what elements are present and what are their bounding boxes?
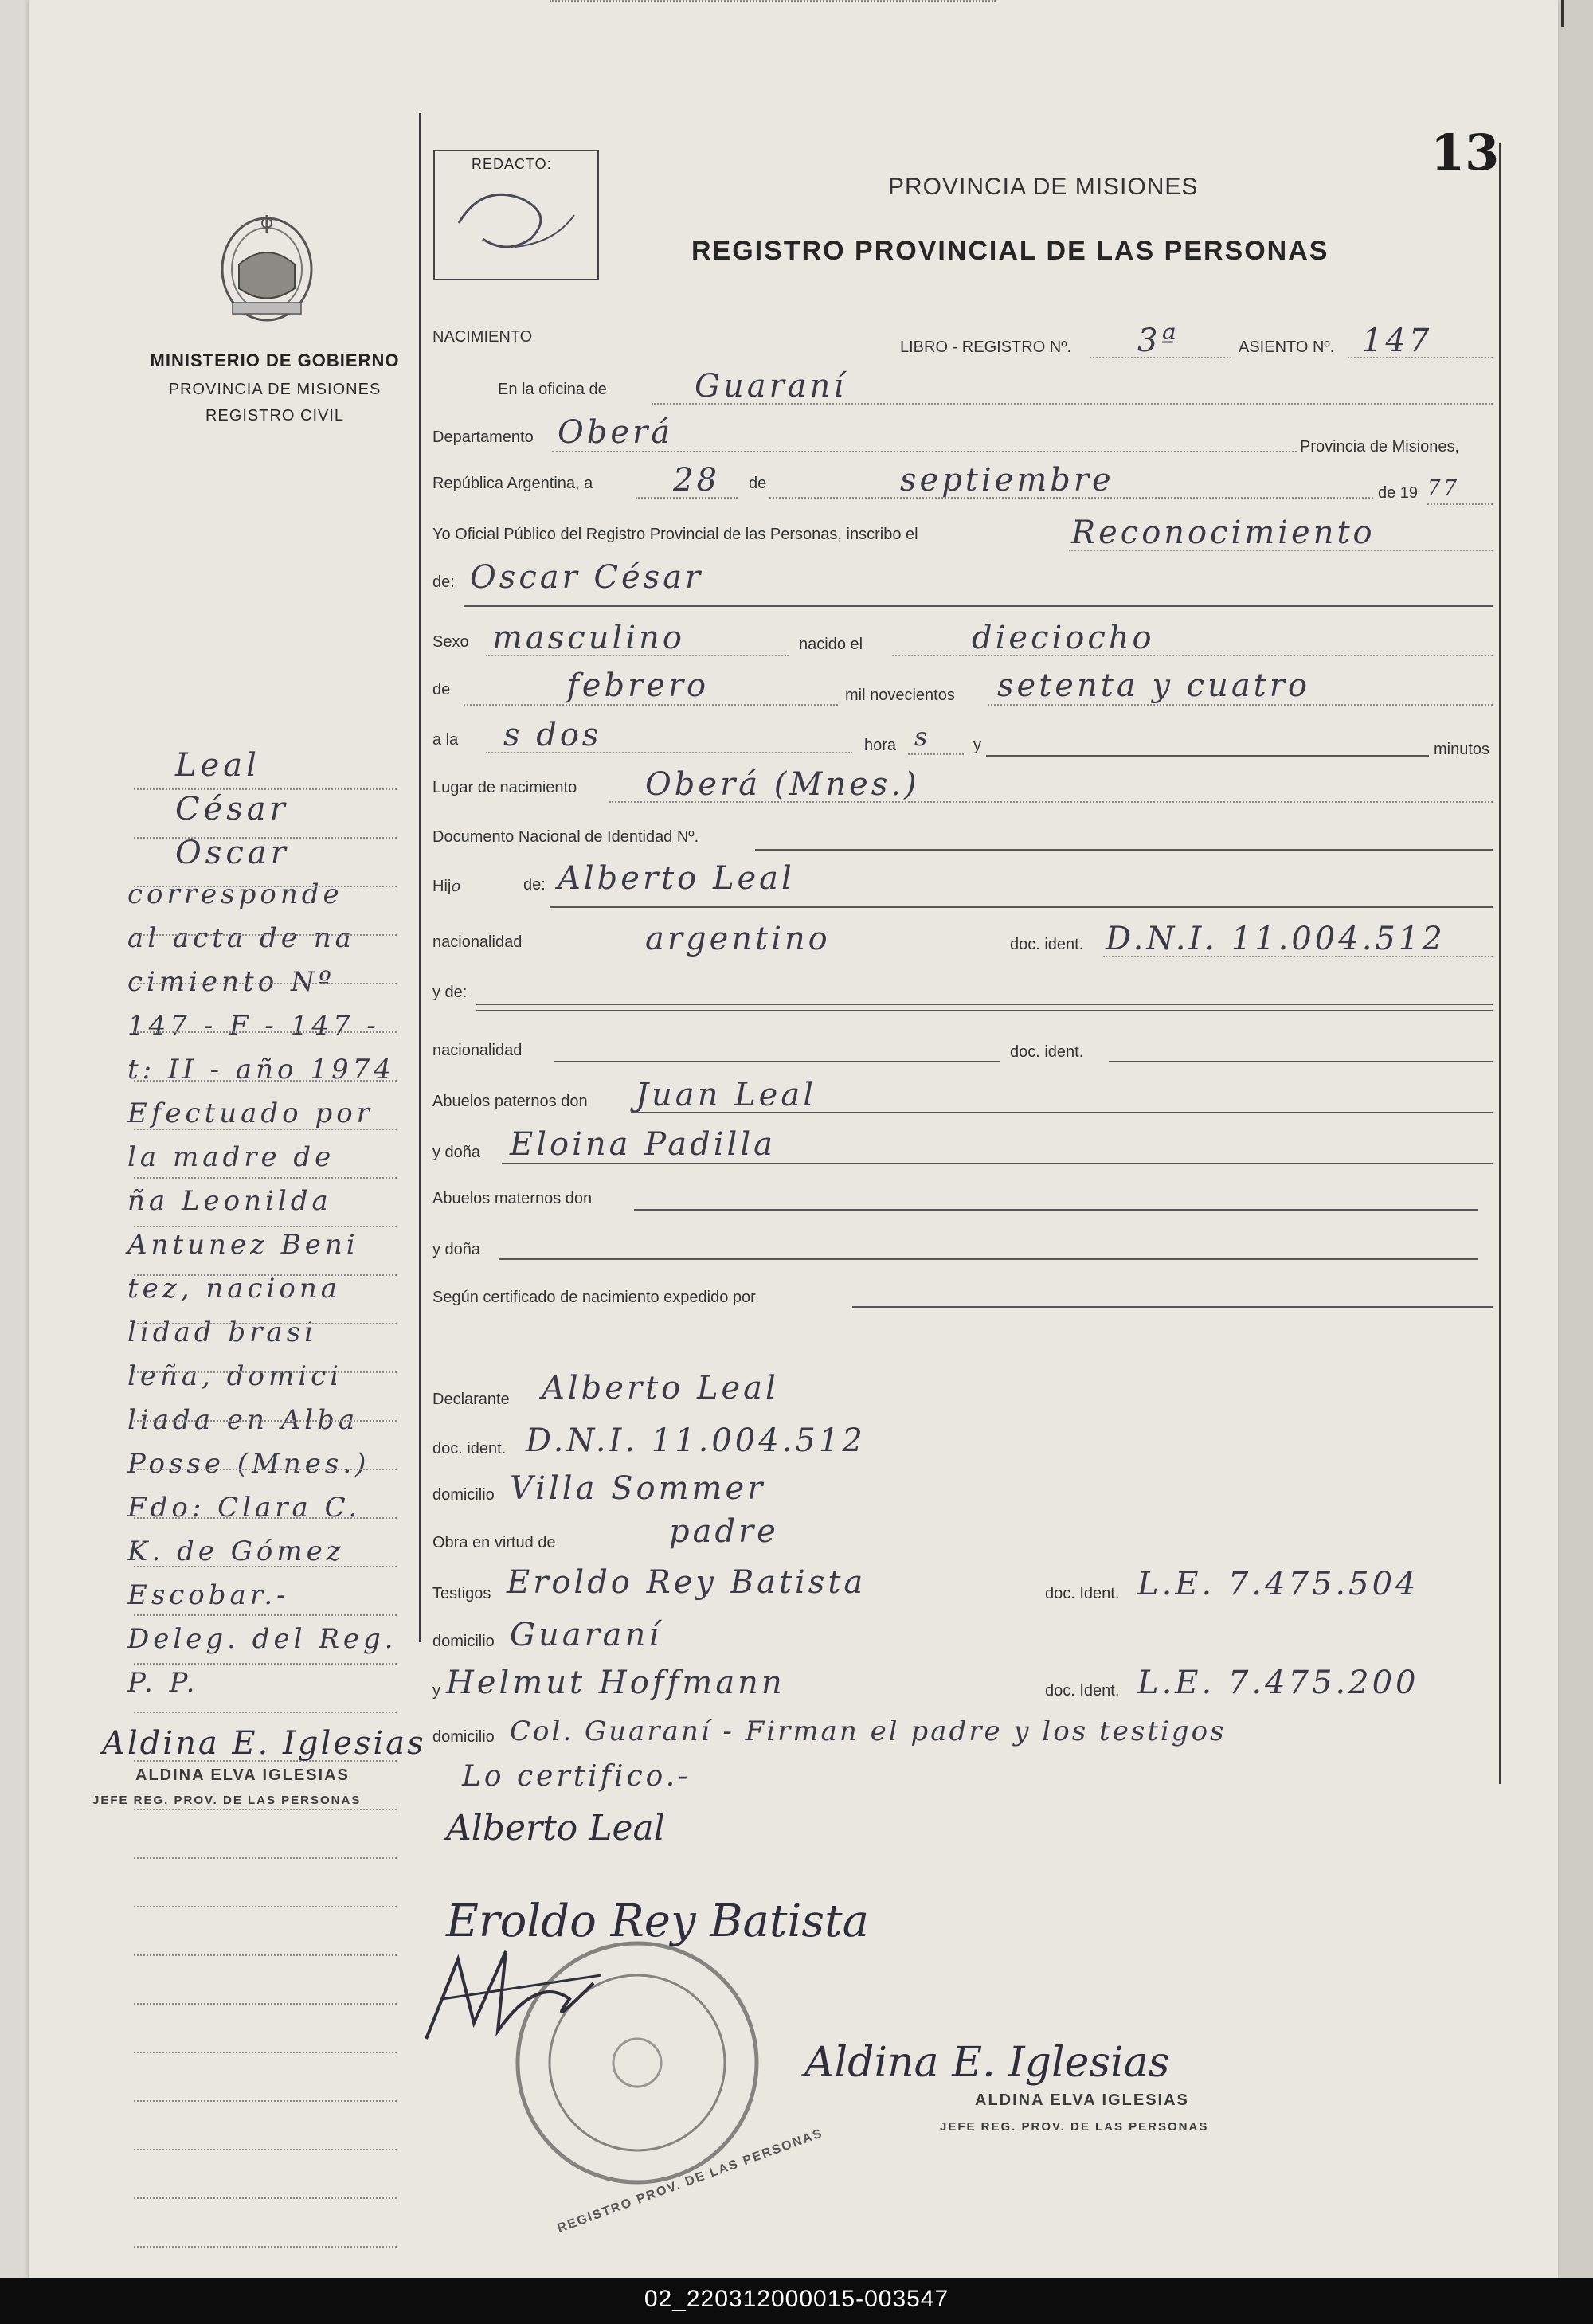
margin-rule (134, 1469, 397, 1470)
abuelo-mat-line (634, 1209, 1478, 1211)
margin-rule (134, 934, 397, 936)
mes-nac-line (464, 704, 838, 706)
margin-note-line: t: II - año 1974 (127, 1054, 395, 1086)
aldina-signature: Aldina E. Iglesias (804, 2039, 1170, 2087)
domicilio3-label: domicilio (432, 1728, 495, 1746)
anio-nac-value: setenta y cuatro (997, 667, 1310, 704)
libro-label: LIBRO - REGISTRO Nº. (900, 338, 1072, 356)
doc-testigo1-value: L.E. 7.475.504 (1137, 1566, 1419, 1602)
margin-rule (134, 1517, 397, 1519)
certifico-value: Lo certifico.- (462, 1760, 691, 1793)
oficina-value: Guaraní (695, 368, 847, 405)
ministry-province: PROVINCIA DE MISIONES (168, 381, 382, 398)
departamento-value: Oberá (558, 414, 674, 451)
libro-value: 3ª (1137, 323, 1180, 359)
de-label: de (749, 475, 767, 492)
asiento-label: ASIENTO Nº. (1239, 338, 1335, 356)
margin-rule (134, 1906, 397, 1907)
coat-of-arms-icon (215, 209, 319, 328)
margin-rule (134, 1129, 397, 1130)
doc-ident3-label: doc. ident. (432, 1440, 507, 1457)
stamp2-title: JEFE REG. PROV. DE LAS PERSONAS (940, 2120, 1209, 2134)
margin-note-line: 147 - F - 147 - (127, 1010, 380, 1042)
margin-rule (134, 1274, 397, 1276)
margin-rule (134, 1080, 397, 1082)
margin-note-line: la madre de (127, 1141, 335, 1173)
documento-line (755, 849, 1493, 851)
registry-header: REGISTRO PROVINCIAL DE LAS PERSONAS (691, 236, 1329, 266)
abuelos-pat-label: Abuelos paternos don (432, 1093, 588, 1110)
domicilio2-label: domicilio (432, 1633, 495, 1650)
margin-rule (134, 1954, 397, 1956)
margin-rule (134, 2052, 397, 2053)
doc-padre-value: D.N.I. 11.004.512 (1106, 921, 1446, 957)
margin-rule (134, 1663, 397, 1665)
margin-rule-right (1499, 143, 1501, 1784)
margin-rule (134, 1420, 397, 1422)
nacimiento-label: NACIMIENTO (432, 328, 533, 346)
testigo2-value: Helmut Hoffmann (446, 1665, 785, 1701)
margin-note-line: Efectuado por (127, 1097, 374, 1129)
margin-note-line: P. P. (127, 1667, 199, 1699)
declarante-value: Alberto Leal (542, 1370, 779, 1407)
hijo-suffix: o (451, 876, 461, 895)
margin-note-line: tez, naciona (127, 1273, 342, 1305)
page-number: 13 (1431, 123, 1500, 182)
testigos-label: Testigos (432, 1585, 491, 1602)
margin-rule (134, 983, 397, 984)
margin-note-line: corresponde (127, 878, 343, 910)
margin-note-line: Posse (Mnes.) (127, 1448, 370, 1480)
obra-label: Obra en virtud de (432, 1534, 556, 1551)
hijo-label (432, 876, 460, 896)
oficina-label: En la oficina de (498, 381, 607, 398)
sexo-label: Sexo (432, 633, 469, 651)
stamp2-name: ALDINA ELVA IGLESIAS (975, 2091, 1189, 2109)
margin-rule (134, 1323, 397, 1324)
mes-nac-value: febrero (567, 667, 710, 704)
abuela-pat-line (502, 1163, 1493, 1164)
nacionalidad-value: argentino (645, 921, 831, 957)
anio-value: 77 (1427, 476, 1461, 500)
ala-value: s dos (503, 717, 602, 753)
margin-rule (134, 1031, 397, 1033)
abuelos-mat-label: Abuelos maternos don (432, 1190, 593, 1207)
departamento-line (552, 451, 1297, 452)
ministry-title: MINISTERIO DE GOBIERNO (150, 350, 400, 370)
nombre-line (464, 605, 1493, 607)
provincia-label: Provincia de Misiones, (1300, 438, 1460, 456)
margin-note-line: Oscar (175, 835, 290, 871)
margin-note-line: liada en Alba (127, 1404, 359, 1436)
dia-value: 28 (673, 462, 720, 499)
domicilio-label: domicilio (432, 1486, 495, 1504)
alberto-signature: Alberto Leal (446, 1808, 665, 1849)
oficial-value: Reconocimiento (1071, 514, 1376, 551)
y-de-line (476, 1004, 1493, 1005)
margin-note-line: leña, domici (127, 1360, 343, 1392)
abuela-mat-line (499, 1258, 1478, 1260)
y-dona-label: y doña (432, 1144, 481, 1161)
y-dona2-label: y doña (432, 1241, 481, 1258)
sexo-value: masculino (492, 620, 685, 656)
oficial-label: Yo Oficial Público del Registro Provincial de las Personas, inscribo el (432, 526, 918, 543)
margin-note-line: Leal (175, 747, 260, 784)
round-stamp-icon (502, 1927, 773, 2198)
obra-value: padre (669, 1513, 779, 1550)
nacionalidad-label: nacionalidad (432, 933, 523, 951)
margin-rule (134, 788, 397, 790)
margin-note-line: K. de Gómez (127, 1536, 345, 1567)
margin-signature: Aldina E. Iglesias (102, 1725, 426, 1762)
testigo1-value: Eroldo Rey Batista (507, 1564, 867, 1601)
margin-rule (134, 1226, 397, 1227)
minutos-line (986, 755, 1429, 757)
doc-ident2-label: doc. ident. (1010, 1043, 1084, 1061)
nombre-value: Oscar César (470, 559, 704, 596)
doc-ident2-line (1109, 1061, 1493, 1062)
anio-line (1427, 503, 1493, 505)
mes-value: septiembre (900, 462, 1114, 499)
minutos-label: minutos (1434, 741, 1490, 758)
doc-declarante-value: D.N.I. 11.004.512 (526, 1422, 866, 1459)
y-label: y (973, 737, 981, 754)
margin-rule (134, 886, 397, 887)
nacionalidad-line (550, 0, 996, 2)
y-de-line-2 (476, 1010, 1493, 1011)
y-de-label: y de: (432, 984, 468, 1001)
lugar-label: Lugar de nacimiento (432, 779, 577, 796)
margin-rule (134, 2246, 397, 2248)
binding-mark (1561, 0, 1564, 27)
doc-ident-label: doc. ident. (1010, 936, 1084, 953)
margin-rule (134, 2149, 397, 2150)
margin-note-line: Escobar.- (127, 1579, 290, 1611)
margin-rule (134, 1857, 397, 1859)
y-testigo-label: y (432, 1682, 440, 1700)
margin-note-line: ña Leonilda (127, 1185, 332, 1217)
nacionalidad2-line (554, 1061, 1000, 1062)
margin-rule (134, 1712, 397, 1713)
domicilio2-value: Guaraní (510, 1617, 663, 1653)
mil-label: mil novecientos (845, 687, 955, 704)
margin-rule (134, 1371, 397, 1373)
anio-nac-line (988, 704, 1493, 706)
abuelo-pat-value: Juan Leal (636, 1077, 816, 1113)
declarante-label: Declarante (432, 1391, 510, 1408)
padre-value: Alberto Leal (558, 860, 795, 897)
margin-note-line: Fdo: Clara C. (127, 1492, 362, 1524)
hora-value: s (914, 722, 931, 752)
margin-rule-left (419, 113, 421, 1642)
nacido-label: nacido el (799, 636, 863, 653)
redacto-scribble-icon (435, 151, 594, 271)
doc-ident5-label: doc. Ident. (1045, 1682, 1120, 1700)
de2-label: de (432, 681, 451, 698)
asiento-value: 147 (1362, 323, 1433, 359)
margin-rule (134, 1614, 397, 1616)
hora-line (908, 753, 964, 755)
margin-note-line: lidad brasi (127, 1317, 317, 1348)
domicilio3-value: Col. Guaraní - Firman el padre y los testigos (510, 1716, 1227, 1747)
margin-note-line: Deleg. del Reg. (127, 1623, 397, 1655)
stamp1-name: ALDINA ELVA IGLESIAS (135, 1766, 350, 1784)
margin-note-line: cimiento Nº (127, 966, 335, 998)
ala-label: a la (432, 731, 459, 749)
margin-note-line: al acta de na (127, 922, 355, 954)
certificado-label: Según certificado de nacimiento expedido por (432, 1289, 756, 1306)
margin-rule (134, 1809, 397, 1810)
round-stamp-text: REGISTRO PROV. DE LAS PERSONAS (555, 2126, 825, 2236)
hora-label: hora (864, 737, 897, 754)
province-header: PROVINCIA DE MISIONES (888, 174, 1199, 200)
margin-rule (134, 1177, 397, 1179)
doc-padre-line (1103, 956, 1493, 957)
redacto-label: REDACTO: (472, 156, 552, 172)
doc-ident4-label: doc. Ident. (1045, 1585, 1120, 1602)
eroldo-signature: Eroldo Rey Batista (446, 1896, 869, 1947)
certificado-line (852, 1306, 1493, 1308)
footer-id: 02_220312000015-003547 (644, 2286, 949, 2312)
ministry-registry: REGISTRO CIVIL (205, 407, 345, 425)
padre-line (550, 906, 1493, 908)
domicilio-value: Villa Sommer (510, 1470, 766, 1507)
abuela-pat-value: Eloina Padilla (510, 1126, 776, 1163)
lugar-value: Oberá (Mnes.) (645, 766, 920, 803)
ministry-block (139, 350, 410, 425)
margin-note-line: César (175, 791, 289, 827)
margin-rule (134, 2100, 397, 2102)
hijo-de-label: de: (523, 876, 546, 894)
hijo-prefix: Hij (432, 878, 452, 895)
nacido-value: dieciocho (972, 620, 1155, 656)
de-nombre-label: de: (432, 573, 455, 591)
nacionalidad2-label: nacionalidad (432, 1042, 523, 1059)
departamento-label: Departamento (432, 428, 534, 446)
margin-rule (134, 837, 397, 839)
documento-label: Documento Nacional de Identidad Nº. (432, 828, 699, 846)
oficial-line (1069, 550, 1493, 551)
doc-testigo2-value: L.E. 7.475.200 (1137, 1665, 1419, 1701)
abuelo-pat-line (631, 1112, 1493, 1113)
margin-note-line: Antunez Beni (127, 1229, 359, 1261)
margin-rule (134, 2003, 397, 2005)
margin-rule (134, 1566, 397, 1567)
redacto-box (433, 150, 599, 280)
republica-label: República Argentina, a (432, 475, 593, 492)
de-anio-label: de 19 (1378, 484, 1419, 502)
stamp1-title: JEFE REG. PROV. DE LAS PERSONAS (92, 1794, 362, 1807)
margin-rule (134, 2197, 397, 2199)
page-edge (1560, 0, 1593, 2278)
